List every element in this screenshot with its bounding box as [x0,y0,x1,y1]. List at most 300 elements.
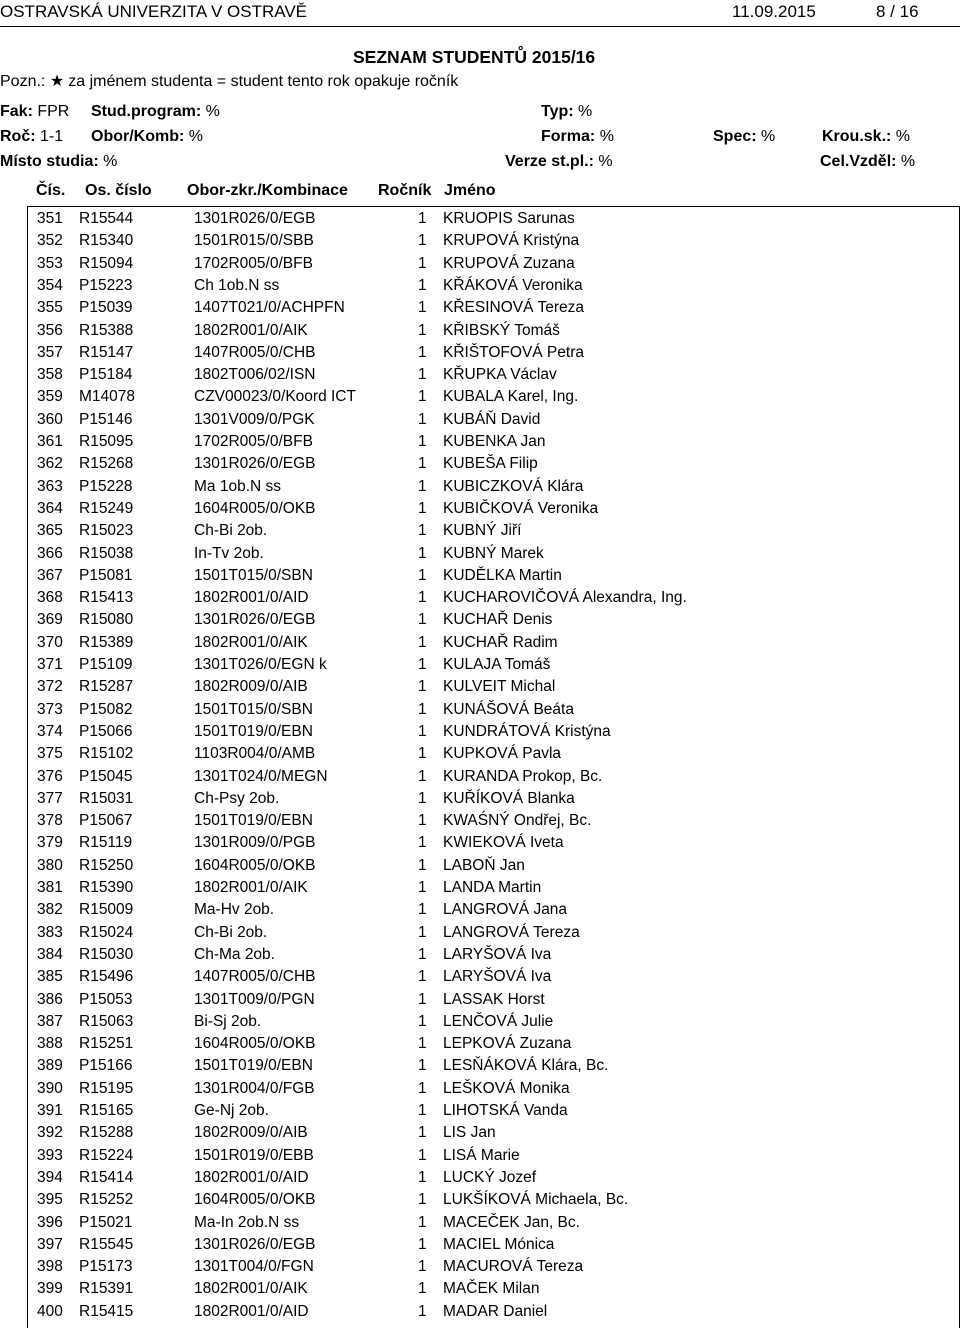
program-code: 1407R005/0/CHB [194,968,316,986]
row-number: 379 [37,834,63,852]
student-name: LEŠKOVÁ Monika [443,1079,570,1097]
table-row [28,676,959,698]
program-code: 1301R004/0/FGB [194,1079,315,1097]
personal-number: R15080 [79,611,134,629]
row-number: 359 [37,388,63,406]
student-name: KŘÁKOVÁ Veronika [443,276,583,294]
table-row [28,543,959,565]
year: 1 [418,1079,427,1097]
program-code: 1501R019/0/EBB [194,1146,314,1164]
program-code: 1501R015/0/SBB [194,232,314,250]
year: 1 [418,901,427,919]
table-row [28,1145,959,1167]
year: 1 [418,544,427,562]
program-code: 1802R001/0/AID [194,1302,309,1320]
celvzdel-value: % [900,153,916,170]
row-number: 375 [37,745,63,763]
year: 1 [418,879,427,896]
row-number: 387 [37,1012,63,1030]
personal-number: P15045 [79,767,133,785]
table-row [28,989,959,1011]
col-header-cis: Čís. [36,182,66,199]
program-code: 1501T015/0/SBN [194,566,313,584]
year: 1 [418,477,427,495]
row-number: 358 [37,366,63,384]
col-header-os-cislo: Os. číslo [85,182,152,199]
year: 1 [418,1102,427,1119]
filter-krou [822,128,910,146]
table-row [28,944,959,966]
personal-number: R15119 [79,834,133,852]
table-row [28,320,959,342]
personal-number: R15023 [79,522,134,540]
col-header-jmeno: Jméno [444,182,496,199]
personal-number: R15390 [79,879,134,896]
program-code: 1407R005/0/CHB [194,343,316,361]
student-name: KUNDRÁTOVÁ Kristýna [443,722,611,740]
year: 1 [418,700,427,718]
row-number: 380 [37,856,63,874]
year: 1 [418,789,427,807]
student-name: KURANDA Prokop, Bc. [443,767,603,785]
row-number: 372 [37,678,63,696]
year: 1 [418,923,427,941]
table-row [28,609,959,631]
personal-number: R15224 [79,1146,134,1164]
year: 1 [418,499,427,517]
filter-verze [505,153,613,171]
program-code: 1501T019/0/EBN [194,1057,313,1075]
obor-value: % [188,128,204,145]
program-code: 1702R005/0/BFB [194,433,313,450]
personal-number: P15228 [79,477,133,495]
forma-value: % [599,128,614,145]
student-name: KWAŚNÝ Ondřej, Bc. [443,812,592,830]
student-name: LABOŇ Jan [443,856,525,874]
year: 1 [418,366,427,384]
table-row [28,364,959,386]
note [0,71,458,91]
personal-number: P15146 [79,410,133,428]
year: 1 [418,276,427,294]
year: 1 [418,1012,427,1030]
student-name: KŘIBSKÝ Tomáš [443,321,560,339]
header-divider [0,26,960,27]
filter-celvzdel [820,153,915,171]
year: 1 [418,254,427,272]
table-row [28,230,959,252]
student-name: MACUROVÁ Tereza [443,1258,584,1276]
program-code: 1301V009/0/PGK [194,410,315,428]
page-number: 8 / 16 [876,2,919,21]
table-row [28,743,959,765]
year: 1 [418,210,427,227]
year: 1 [418,343,427,361]
row-number: 353 [37,254,63,272]
row-number: 366 [37,544,63,562]
table-row [28,810,959,832]
program-code: 1604R005/0/OKB [194,1191,316,1209]
row-number: 357 [37,343,63,361]
year: 1 [418,745,427,763]
table-row [28,1256,959,1278]
student-name: KŘESINOVÁ Tereza [443,299,584,317]
year: 1 [418,410,427,428]
year: 1 [418,945,427,963]
row-number: 364 [37,499,63,517]
spec-label: Spec: [713,128,757,145]
row-number: 381 [37,879,63,896]
program-code: 1301T026/0/EGN k [194,656,327,673]
personal-number: R15095 [79,433,134,450]
program-code: 1802R001/0/AID [194,1168,309,1186]
program-code: 1802R001/0/AIK [194,321,308,339]
table-row [28,1122,959,1144]
personal-number: R15287 [79,678,134,696]
year: 1 [418,566,427,584]
row-number: 392 [37,1124,63,1142]
student-name: LISÁ Marie [443,1146,520,1164]
year: 1 [418,589,427,607]
table-row [28,208,959,230]
year: 1 [418,722,427,740]
student-name: KUDĚLKA Martin [443,566,562,584]
program-code: 1301R026/0/EGB [194,210,316,227]
row-number: 374 [37,722,63,740]
filter-typ [541,103,592,121]
personal-number: R15165 [79,1102,134,1119]
row-number: 360 [37,410,63,428]
personal-number: R15249 [79,499,134,517]
row-number: 390 [37,1079,63,1097]
row-number: 398 [37,1258,63,1276]
row-number: 388 [37,1035,63,1053]
year: 1 [418,1302,427,1320]
personal-number: R15415 [79,1302,134,1320]
personal-number: R15038 [79,544,134,562]
personal-number: P15223 [79,276,133,294]
table-row [28,253,959,275]
row-number: 400 [37,1302,63,1320]
year: 1 [418,856,427,874]
obor-label: Obor/Komb: [91,128,185,145]
table-row [28,1167,959,1189]
note-prefix: Pozn.: [0,73,46,90]
program-code: 1702R005/0/BFB [194,254,313,272]
row-number: 368 [37,589,63,607]
year: 1 [418,633,427,651]
fak-label: Fak: [0,103,33,120]
personal-number: R15414 [79,1168,134,1186]
program-code: Ch-Ma 2ob. [194,945,275,963]
table-row [28,788,959,810]
student-name: MACEČEK Jan, Bc. [443,1213,580,1231]
year: 1 [418,1213,427,1231]
misto-value: % [103,153,118,170]
table-row [28,498,959,520]
studprog-label: Stud.program: [91,103,202,120]
table-row [28,453,959,475]
spec-value: % [761,128,776,145]
personal-number: R15268 [79,455,134,473]
student-name: LARYŠOVÁ Iva [443,968,552,986]
year: 1 [418,968,427,986]
table-row [28,766,959,788]
table-row [28,1055,959,1077]
table-row [28,1033,959,1055]
program-code: 1301T004/0/FGN [194,1258,314,1276]
program-code: 1802R001/0/AIK [194,879,308,896]
program-code: 1501T019/0/EBN [194,812,313,830]
student-name: KUBEŠA Filip [443,455,538,473]
table-row [28,409,959,431]
table-row [28,832,959,854]
table-row [28,877,959,899]
program-code: Ge-Nj 2ob. [194,1102,269,1119]
row-number: 362 [37,455,63,473]
table-row [28,275,959,297]
program-code: 1501T015/0/SBN [194,700,313,718]
misto-label: Místo studia: [0,153,99,170]
program-code: 1604R005/0/OKB [194,856,316,874]
program-code: 1301T024/0/MEGN [194,767,328,785]
personal-number: R15389 [79,633,134,651]
personal-number: P15039 [79,299,133,317]
row-number: 354 [37,276,63,294]
student-name: MACIEL Mónica [443,1235,555,1253]
row-number: 361 [37,433,63,450]
personal-number: P15081 [79,566,133,584]
program-code: Bi-Sj 2ob. [194,1012,262,1030]
row-number: 396 [37,1213,63,1231]
student-name: LASSAK Horst [443,990,545,1008]
personal-number: R15063 [79,1012,134,1030]
personal-number: R15544 [79,210,134,227]
personal-number: R15024 [79,923,134,941]
student-name: LUCKÝ Jozef [443,1168,537,1186]
year: 1 [418,1057,427,1075]
personal-number: R15009 [79,901,134,919]
row-number: 373 [37,700,63,718]
personal-number: R15094 [79,254,134,272]
program-code: Ma 1ob.N ss [194,477,282,495]
year: 1 [418,232,427,250]
program-code: 1407T021/0/ACHPFN [194,299,345,317]
celvzdel-label: Cel.Vzděl: [820,153,897,170]
filter-studprog [91,103,220,121]
personal-number: P15067 [79,812,133,830]
personal-number: M14078 [79,388,136,406]
typ-label: Typ: [541,103,574,120]
personal-number: R15252 [79,1191,134,1209]
year: 1 [418,299,427,317]
year: 1 [418,767,427,785]
year: 1 [418,522,427,540]
star-icon: ★ [49,73,65,90]
year: 1 [418,834,427,852]
row-number: 394 [37,1168,63,1186]
filter-misto [0,153,117,171]
student-name: LANGROVÁ Jana [443,901,568,919]
student-name: KULVEIT Michal [443,678,556,696]
table-row [28,1189,959,1211]
table-row [28,431,959,453]
row-number: 376 [37,767,63,785]
row-number: 384 [37,945,63,963]
table-row [28,1278,959,1300]
row-number: 371 [37,656,63,673]
personal-number: R15147 [79,343,134,361]
program-code: CZV00023/0/Koord ICT [194,388,356,406]
student-name: KUCHAROVIČOVÁ Alexandra, Ing. [443,589,687,607]
table-row [28,632,959,654]
row-number: 391 [37,1102,63,1119]
student-name: KUBIČKOVÁ Veronika [443,499,599,517]
student-name: LANDA Martin [443,879,542,896]
note-text: za jménem studenta = student tento rok opakuje ročník [68,73,459,90]
verze-value: % [598,153,613,170]
krou-label: Krou.sk.: [822,128,892,145]
year: 1 [418,656,427,673]
table-row [28,1100,959,1122]
student-name: LIHOTSKÁ Vanda [443,1102,568,1119]
krou-value: % [895,128,911,145]
table-row [28,342,959,364]
personal-number: R15413 [79,589,134,607]
personal-number: R15250 [79,856,134,874]
university-name: OSTRAVSKÁ UNIVERZITA V OSTRAVĚ [0,2,308,21]
personal-number: R15391 [79,1280,134,1298]
student-name: LUKŠÍKOVÁ Michaela, Bc. [443,1191,629,1209]
row-number: 399 [37,1280,63,1298]
table-row [28,1234,959,1256]
personal-number: R15102 [79,745,134,763]
student-name: KUBENKA Jan [443,433,546,450]
personal-number: P15184 [79,366,133,384]
personal-number: R15388 [79,321,134,339]
program-code: 1301R009/0/PGB [194,834,316,852]
student-name: KUPKOVÁ Pavla [443,745,562,763]
filter-spec [713,128,775,146]
student-name: KULAJA Tomáš [443,656,551,673]
year: 1 [418,455,427,473]
row-number: 386 [37,990,63,1008]
personal-number: R15195 [79,1079,134,1097]
student-name: KUNÁŠOVÁ Beáta [443,700,574,718]
row-number: 365 [37,522,63,540]
program-code: 1604R005/0/OKB [194,499,316,517]
row-number: 393 [37,1146,63,1164]
table-row [28,899,959,921]
personal-number: P15053 [79,990,133,1008]
typ-value: % [578,103,593,120]
program-code: In-Tv 2ob. [194,544,264,562]
col-header-obor: Obor-zkr./Kombinace [187,182,348,199]
row-number: 378 [37,812,63,830]
personal-number: R15251 [79,1035,134,1053]
program-code: 1301R026/0/EGB [194,611,316,629]
row-number: 383 [37,923,63,941]
year: 1 [418,1035,427,1053]
personal-number: R15545 [79,1235,134,1253]
row-number: 369 [37,611,63,629]
table-row [28,297,959,319]
student-name: KRUPOVÁ Zuzana [443,254,575,272]
year: 1 [418,990,427,1008]
table-row [28,966,959,988]
program-code: 1301R026/0/EGB [194,1235,316,1253]
student-name: MAČEK Milan [443,1280,540,1298]
student-name: LANGROVÁ Tereza [443,923,580,941]
student-name: MADAR Daniel [443,1302,548,1320]
filter-fak [0,103,69,121]
year: 1 [418,1146,427,1164]
personal-number: P15021 [79,1213,133,1231]
program-code: Ch-Bi 2ob. [194,923,268,941]
year: 1 [418,611,427,629]
program-code: 1301R026/0/EGB [194,455,316,473]
program-code: Ch 1ob.N ss [194,276,280,294]
row-number: 351 [37,210,63,227]
program-code: 1802T006/02/ISN [194,366,316,384]
year: 1 [418,321,427,339]
table-row [28,922,959,944]
personal-number: R15030 [79,945,134,963]
row-number: 385 [37,968,63,986]
program-code: 1802R009/0/AIB [194,1124,308,1142]
table-row [28,386,959,408]
row-number: 363 [37,477,63,495]
student-name: KUŘÍKOVÁ Blanka [443,789,575,807]
table-row [28,699,959,721]
program-code: Ch-Bi 2ob. [194,522,268,540]
studprog-value: % [205,103,220,120]
year: 1 [418,1168,427,1186]
personal-number: P15066 [79,722,133,740]
personal-number: R15288 [79,1124,134,1142]
personal-number: R15031 [79,789,134,807]
row-number: 352 [37,232,63,250]
row-number: 377 [37,789,63,807]
student-table [27,206,960,1328]
year: 1 [418,1235,427,1253]
student-name: KUBÁŇ David [443,410,541,428]
student-name: KUBALA Karel, Ing. [443,388,579,406]
year: 1 [418,678,427,696]
table-row [28,654,959,676]
table-row [28,565,959,587]
program-code: 1802R001/0/AIK [194,1280,308,1298]
table-row [28,721,959,743]
year: 1 [418,1124,427,1142]
year: 1 [418,1191,427,1209]
row-number: 397 [37,1235,63,1253]
year: 1 [418,812,427,830]
row-number: 395 [37,1191,63,1209]
program-code: 1604R005/0/OKB [194,1035,316,1053]
personal-number: R15496 [79,968,134,986]
verze-label: Verze st.pl.: [505,153,594,170]
year: 1 [418,1258,427,1276]
student-name: LARYŠOVÁ Iva [443,945,552,963]
personal-number: P15173 [79,1258,133,1276]
student-name: KUBNÝ Marek [443,544,544,562]
student-name: KUCHAŘ Radim [443,633,558,651]
program-code: 1301T009/0/PGN [194,990,315,1008]
page-title: SEZNAM STUDENTŮ 2015/16 [353,47,596,67]
program-code: 1802R001/0/AID [194,589,309,607]
program-code: Ch-Psy 2ob. [194,789,280,807]
